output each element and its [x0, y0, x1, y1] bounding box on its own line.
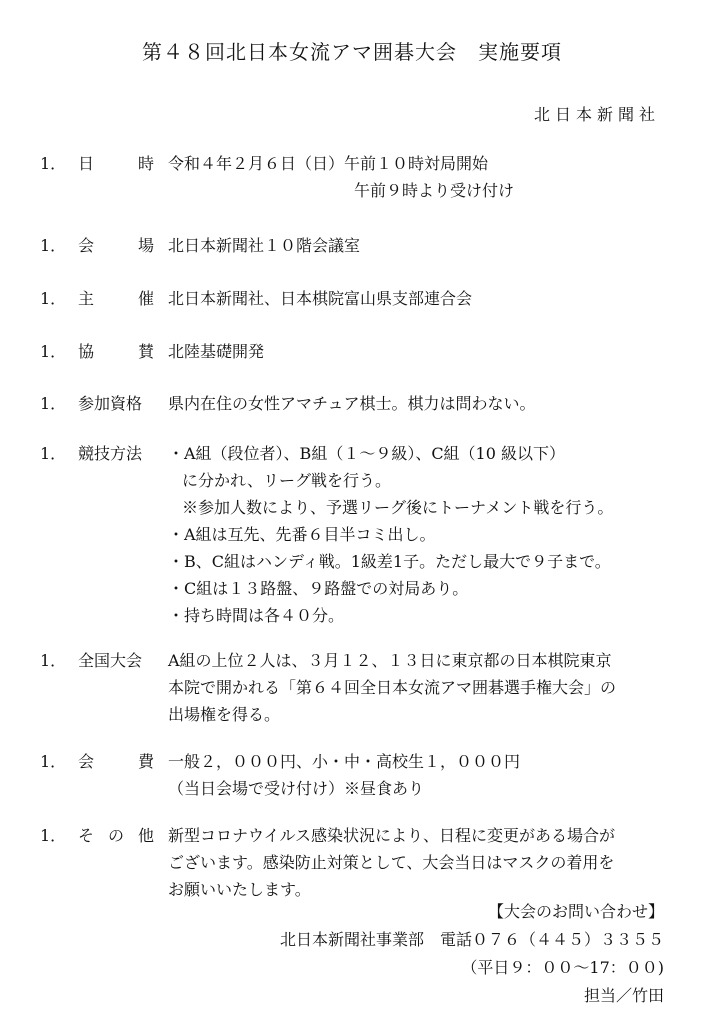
item-number: 1． [40, 651, 67, 670]
item-content: 令和４年２月６日（日）午前１０時対局開始 午前９時より受け付け [168, 154, 515, 200]
item-number: 1． [40, 444, 67, 463]
item-number: 1． [40, 752, 67, 771]
contact-hours: （平日９：００～17：００) [461, 958, 664, 977]
page-title: 第４８回北日本女流アマ囲碁大会 実施要項 [142, 40, 562, 64]
item-number: 1． [40, 342, 67, 361]
item-content: A組の上位２人は、３月１２、１３日に東京都の日本棋院東京 本院で開かれる「第６４回全日本女流アマ囲碁選手権大会」の 出場権を得る。 [168, 651, 617, 724]
item-number: 1． [40, 154, 67, 173]
item-label: 参加資格 [78, 394, 143, 413]
contact-person: 担当／竹田 [583, 986, 664, 1005]
item-number: 1． [40, 394, 67, 413]
contact-phone: 北日本新聞社事業部 電話０７６（４４５）３３５５ [279, 930, 664, 949]
item-content: 県内在住の女性アマチュア棋士。棋力は問わない。 [168, 394, 536, 413]
contact-heading: 【大会のお問い合わせ】 [487, 902, 664, 921]
item-label: 主 催 [78, 289, 154, 308]
organizer-name: 北日本新聞社 [533, 105, 660, 124]
item-number: 1． [40, 236, 67, 255]
item-content: 北日本新聞社１０階会議室 [168, 236, 361, 255]
item-label: 全国大会 [78, 651, 143, 670]
item-content: ・A組（段位者）、B組（１～９級）、C組（10 級以下） に分かれ、リーグ戦を行う。 ※参加人数により、予選リーグ後にトーナメント戦を行う。 ・A組は互先、先番６目半コミ出し。 ・B、C組はハンディ戦。1級差1子。ただし最大で９子まで。 ・C組は１３路盤、９路盤での対局あり。 ・持ち時間は各４０分。 [168, 444, 614, 625]
item-label: そ の 他 [78, 826, 154, 845]
item-label: 日 時 [78, 154, 154, 173]
item-number: 1． [40, 289, 67, 308]
item-label: 会 費 [78, 752, 154, 771]
item-label: 会 場 [78, 236, 154, 255]
item-number: 1． [40, 826, 67, 845]
item-label: 協 賛 [78, 342, 154, 361]
item-label: 競技方法 [78, 444, 143, 463]
item-content: 新型コロナウイルス感染状況により、日程に変更がある場合が ございます。感染防止対策として、大会当日はマスクの着用を お願いいたします。 [168, 826, 616, 899]
item-content: 北陸基礎開発 [168, 342, 265, 361]
item-content: 北日本新聞社、日本棋院富山県支部連合会 [168, 289, 473, 308]
item-content: 一般２，０００円、小・中・高校生１，０００円 （当日会場で受け付け）※昼食あり [168, 752, 521, 798]
